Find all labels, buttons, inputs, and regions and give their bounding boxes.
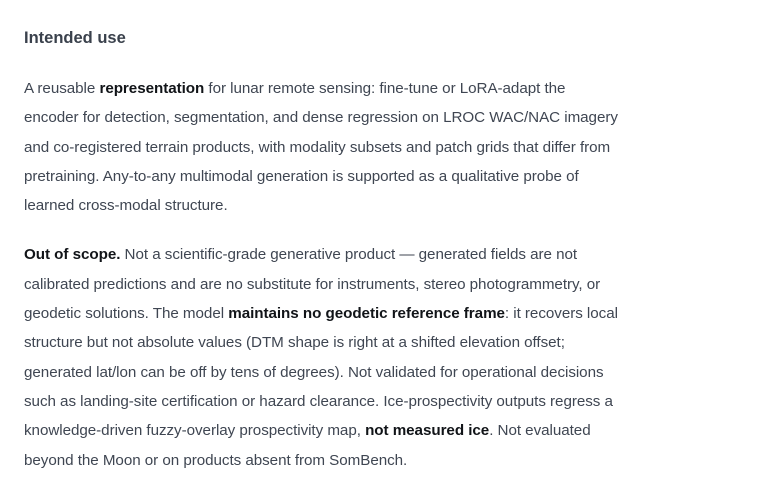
intended-use-paragraph	[24, 74, 624, 220]
out-of-scope-lead: Out of scope.	[24, 246, 121, 264]
intended-bold-representation: representation	[99, 80, 205, 97]
intended-text-1: A reusable	[24, 80, 100, 97]
intended-text-2: for lunar remote sensing: fine-tune or LoRA-adapt the encoder for detection, segmentation, and dense regression on LROC WAC/NAC imagery and co-registered terrain products, with modality subsets and patch grids that differ from pretraining. Any-to-any multimodal generation is supported as a qualitative probe of learned cross-modal structure.	[24, 80, 618, 215]
out-of-scope-paragraph	[24, 240, 624, 474]
scope-text-3: . Not evaluated beyond the Moon or on products absent from SomBench.	[24, 422, 591, 469]
scope-text-2: : it recovers local structure but not absolute values (DTM shape is right at a shifted elevation offset; generated lat/lon can be off by tens of degrees). Not validated for operational decisions such as landing-site certification or hazard clearance. Ice-prospectivity outputs regress a knowledge-driven fuzzy-overlay prospectivity map,	[24, 305, 618, 440]
scope-bold-geodetic: maintains no geodetic reference frame	[228, 305, 505, 323]
scope-bold-not-measured-ice: not measured ice	[365, 422, 490, 440]
section-heading: Intended use	[24, 29, 126, 47]
document-body	[24, 24, 624, 475]
scope-text-1: Not a scientific-grade generative product — generated fields are not calibrated predictions and are no substitute for instruments, stereo photogrammetry, or geodetic solutions. The model	[24, 246, 601, 323]
